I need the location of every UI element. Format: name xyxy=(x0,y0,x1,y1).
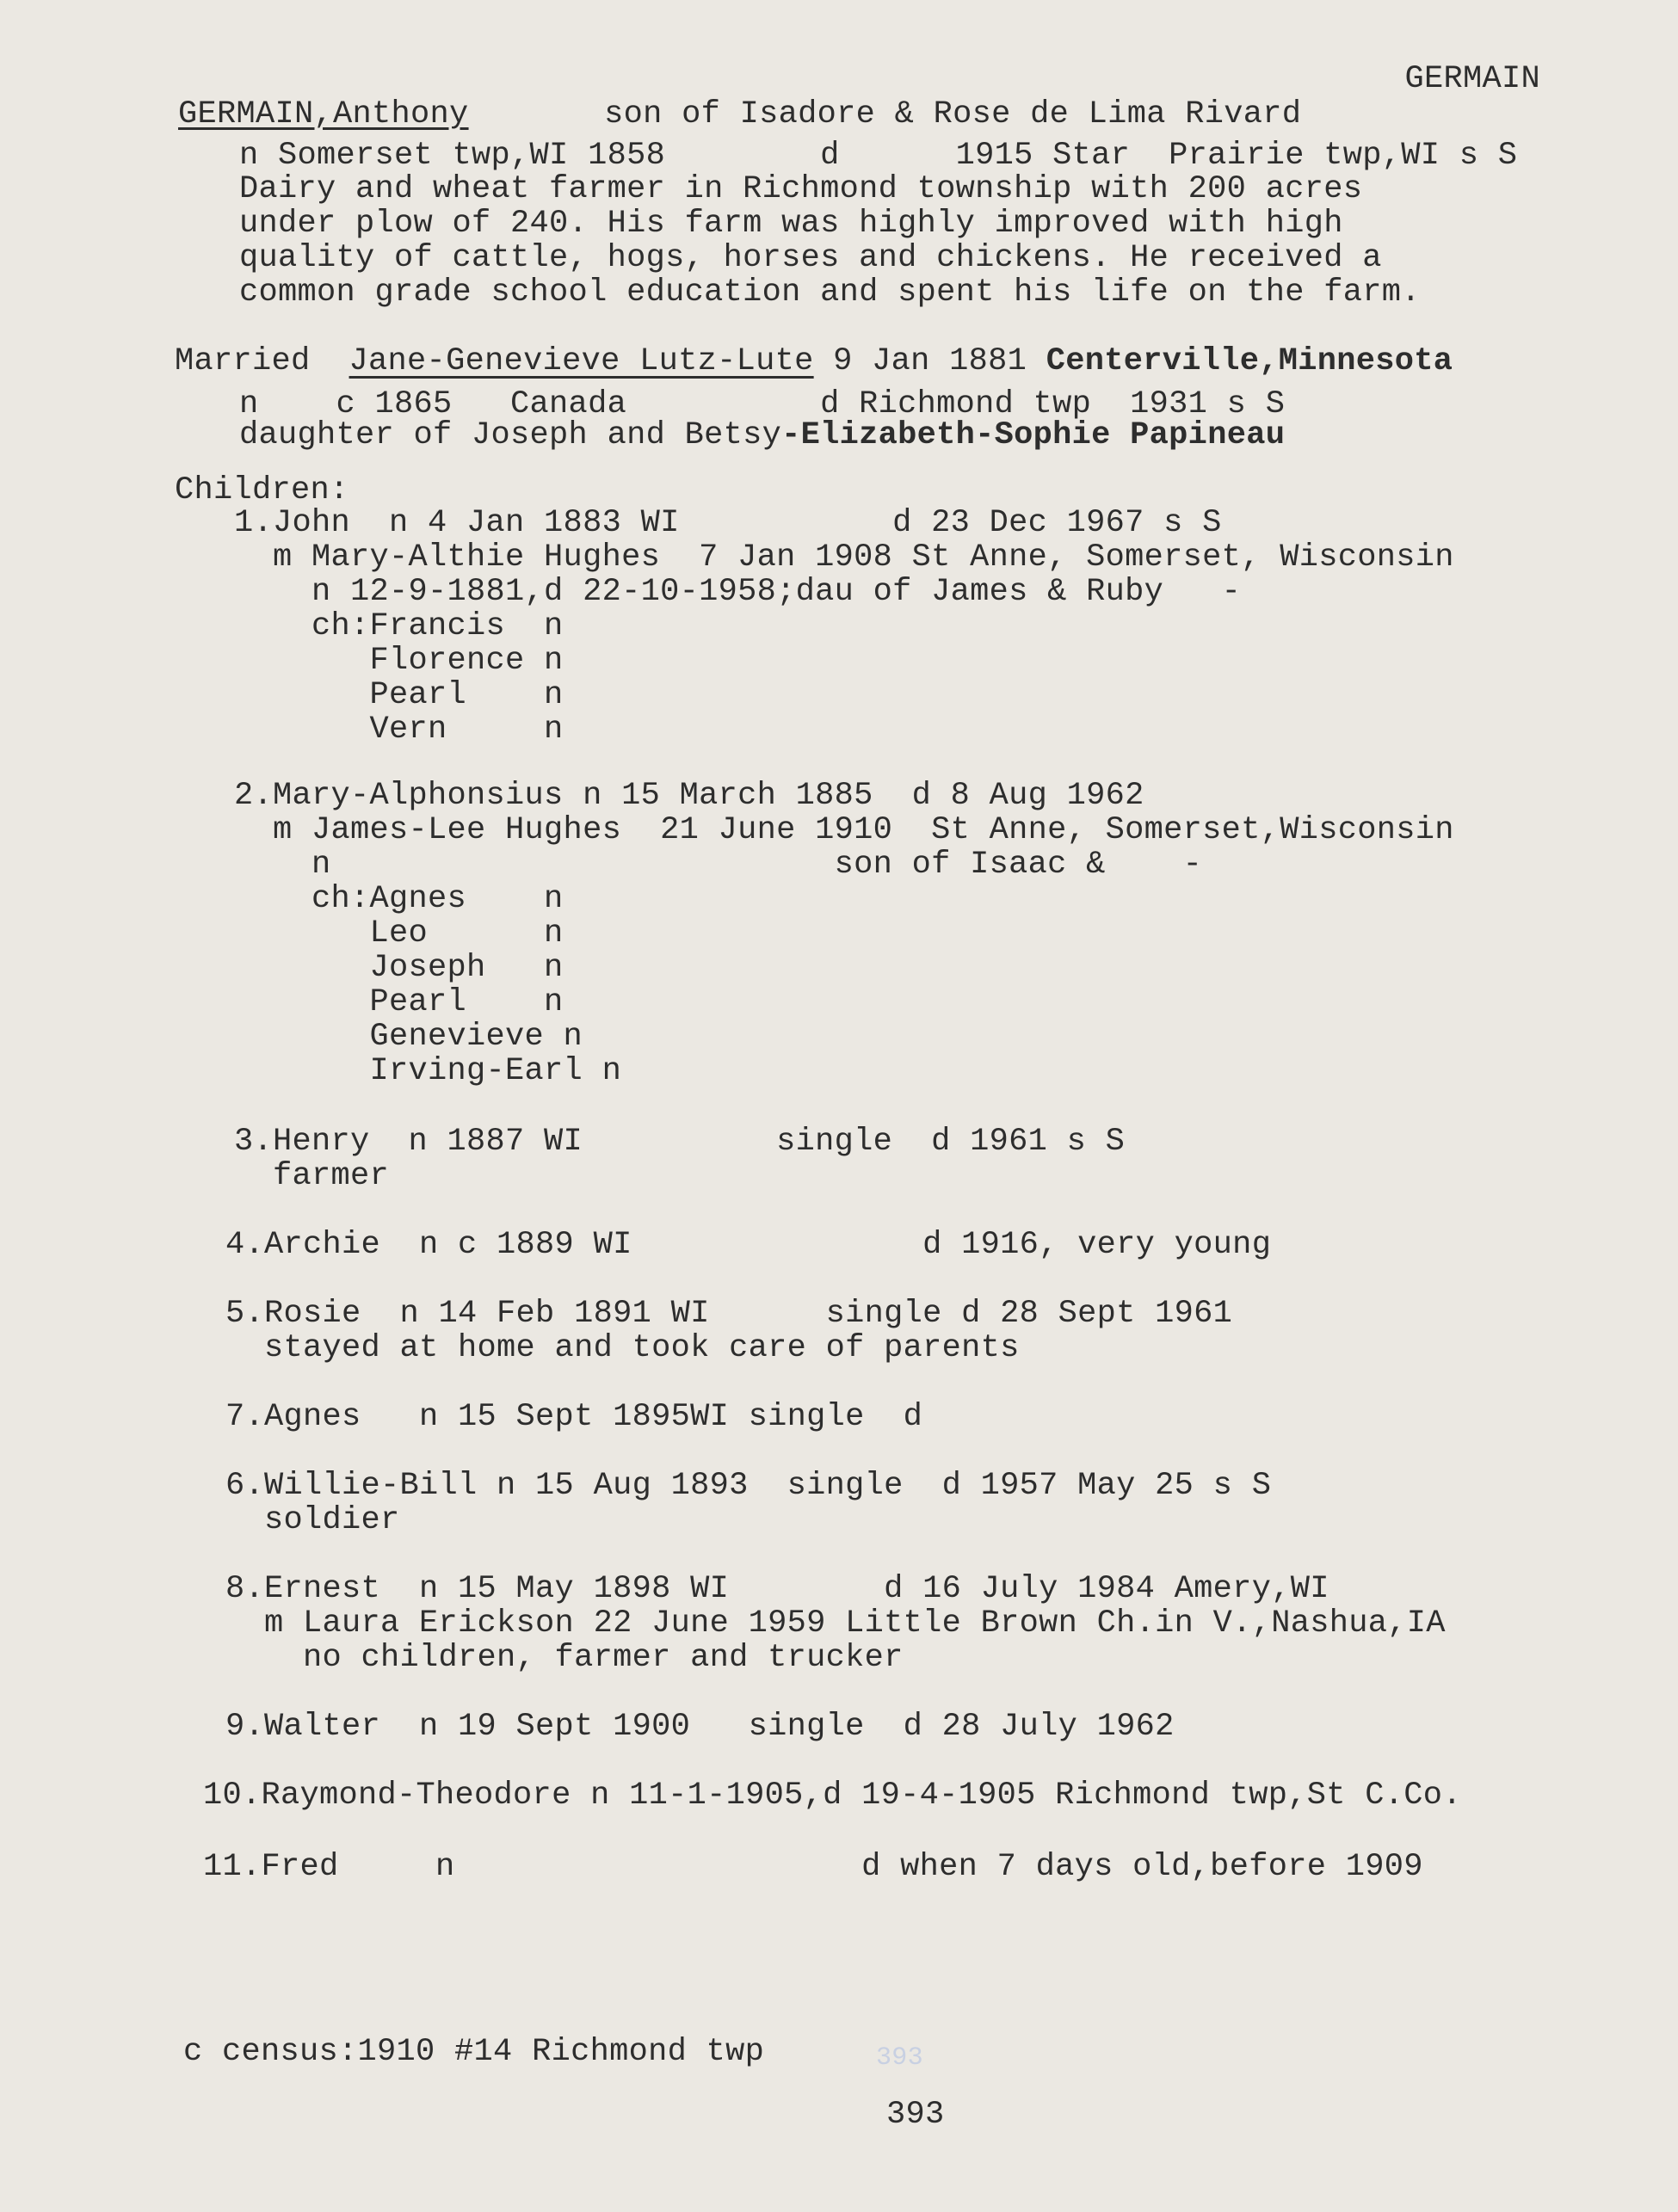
subject-parents: son of Isadore & Rose de Lima Rivard xyxy=(604,96,1302,132)
spouse-birth-death: n c 1865 Canada d Richmond twp 1931 s S xyxy=(239,386,1286,422)
child-line: 7.Agnes n 15 Sept 1895WI single d xyxy=(225,1399,923,1435)
child-line: 5.Rosie n 14 Feb 1891 WI single d 28 Sept 1961 xyxy=(225,1296,1233,1332)
child-line: farmer xyxy=(234,1158,390,1194)
child-line: Irving-Earl n xyxy=(234,1053,622,1089)
child-line: Genevieve n xyxy=(234,1019,583,1055)
child-line: n son of Isaac & - xyxy=(234,847,1203,883)
spouse-parents xyxy=(239,418,1285,453)
spouse-name: Jane-Genevieve Lutz-Lute xyxy=(349,343,814,379)
child-line: Leo n xyxy=(234,915,564,952)
marriage-place: Centerville,Minnesota xyxy=(1046,343,1453,379)
subject-name: GERMAIN,Anthony xyxy=(178,96,469,132)
child-line: 1.John n 4 Jan 1883 WI d 23 Dec 1967 s S xyxy=(234,505,1222,541)
census-footnote: c census:1910 #14 Richmond twp xyxy=(183,2034,765,2070)
child-line: m James-Lee Hughes 21 June 1910 St Anne, Somerset,Wisconsin xyxy=(234,812,1454,848)
child-line: 10.Raymond-Theodore n 11-1-1905,d 19-4-1905 Richmond twp,St C.Co. xyxy=(203,1778,1462,1814)
child-line: no children, farmer and trucker xyxy=(225,1640,904,1676)
spouse-parents-text: daughter of Joseph and Betsy xyxy=(239,417,782,453)
child-line: m Mary-Althie Hughes 7 Jan 1908 St Anne, Somerset, Wisconsin xyxy=(234,539,1454,576)
child-line: Pearl n xyxy=(234,984,564,1020)
child-line: ch:Francis n xyxy=(234,608,564,644)
surname-header: GERMAIN xyxy=(1404,61,1540,97)
child-line: soldier xyxy=(225,1502,400,1538)
child-line: Pearl n xyxy=(234,677,564,713)
marriage-line xyxy=(175,344,1453,379)
child-line: Vern n xyxy=(234,712,564,748)
child-line: stayed at home and took care of parents xyxy=(225,1330,1020,1366)
child-line: 9.Walter n 19 Sept 1900 single d 28 July 1962 xyxy=(225,1709,1175,1745)
children-label: Children: xyxy=(175,472,349,508)
child-line: ch:Agnes n xyxy=(234,881,564,917)
subject-birth-death: n Somerset twp,WI 1858 d 1915 Star Prairie twp,WI s S xyxy=(239,138,1518,174)
child-line: Joseph n xyxy=(234,950,564,986)
spouse-mother-name: -Elizabeth-Sophie Papineau xyxy=(781,417,1286,453)
faint-stamp: 393 xyxy=(876,2043,923,2073)
marriage-date: 9 Jan 1881 xyxy=(813,343,1046,379)
subject-bio-line: quality of cattle, hogs, horses and chickens. He received a xyxy=(239,240,1382,276)
subject-bio-line: Dairy and wheat farmer in Richmond township with 200 acres xyxy=(239,171,1363,207)
child-line: 11.Fred n d when 7 days old,before 1909 xyxy=(203,1849,1423,1885)
married-label: Married xyxy=(175,343,311,379)
subject-bio-line: under plow of 240. His farm was highly improved with high xyxy=(239,206,1343,242)
child-line: 3.Henry n 1887 WI single d 1961 s S xyxy=(234,1124,1126,1160)
subject-bio-line: common grade school education and spent his life on the farm. xyxy=(239,274,1421,311)
child-line: 6.Willie-Bill n 15 Aug 1893 single d 1957 May 25 s S xyxy=(225,1468,1272,1504)
subject-name-line xyxy=(178,97,1301,132)
child-line: Florence n xyxy=(234,643,564,679)
page-number: 393 xyxy=(886,2097,945,2133)
child-line: 8.Ernest n 15 May 1898 WI d 16 July 1984 Amery,WI xyxy=(225,1571,1329,1607)
child-line: m Laura Erickson 22 June 1959 Little Brown Ch.in V.,Nashua,IA xyxy=(225,1605,1446,1642)
child-line: 4.Archie n c 1889 WI d 1916, very young xyxy=(225,1227,1272,1263)
child-line: 2.Mary-Alphonsius n 15 March 1885 d 8 Aug 1962 xyxy=(234,778,1144,814)
child-line: n 12-9-1881,d 22-10-1958;dau of James & Ruby - xyxy=(234,574,1242,610)
